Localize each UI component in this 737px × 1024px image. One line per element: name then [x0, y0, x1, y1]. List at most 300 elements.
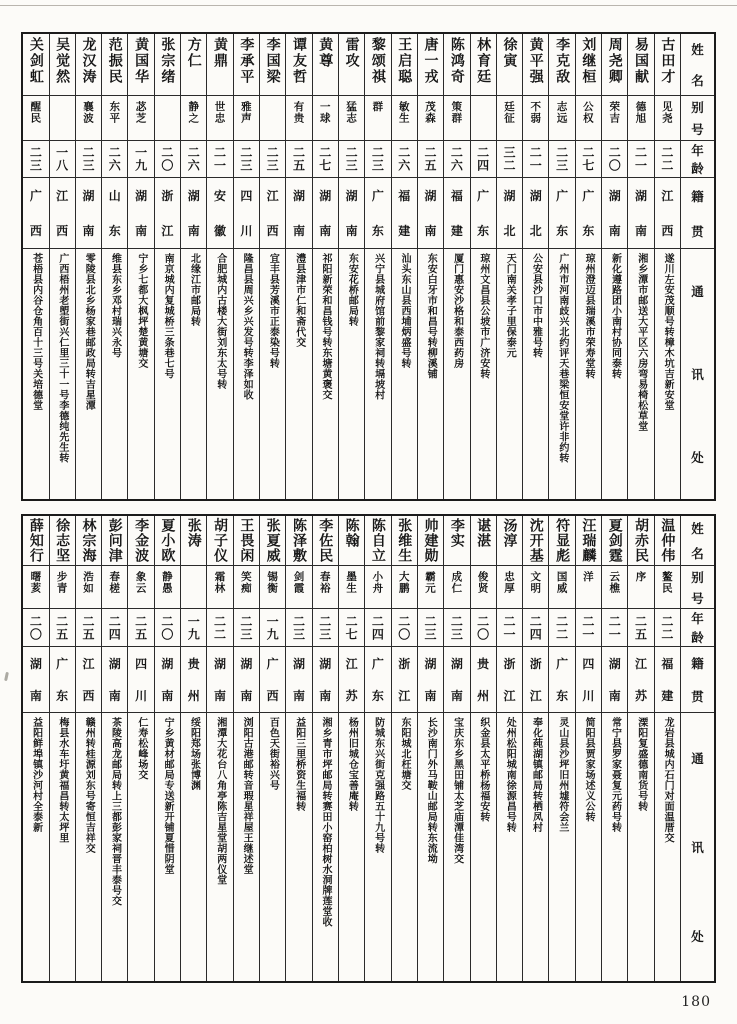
person-column — [575, 516, 601, 981]
name-text: 张宗绪 — [159, 37, 176, 85]
age-text: 二五 — [423, 146, 438, 172]
age-text: 二一 — [580, 614, 595, 641]
name-text: 夏小欧 — [159, 518, 176, 563]
address-cell — [602, 713, 627, 981]
address-text: 隆昌县周兴乡兴发号转李泽如收 — [241, 253, 253, 400]
age-text: 二三 — [238, 146, 253, 172]
native-cell: 湖 南 — [181, 178, 206, 249]
alias-text: 荣吉 — [608, 101, 621, 124]
address-text: 厦门惠安沙格和泰西药房 — [451, 253, 463, 369]
name-text: 彭问津 — [106, 518, 123, 563]
person-column — [233, 516, 259, 981]
age-cell — [365, 141, 390, 178]
name-cell — [628, 516, 653, 566]
address-cell — [286, 713, 311, 981]
person-column — [417, 516, 443, 981]
name-text: 刘继桓 — [580, 37, 597, 85]
name-text: 李实 — [448, 518, 465, 548]
alias-cell — [339, 96, 364, 141]
person-column — [180, 516, 206, 981]
name-text: 范振民 — [106, 37, 123, 85]
name-text: 林宗海 — [80, 518, 97, 563]
native-cell: 广 西 — [260, 647, 285, 713]
age-cell — [392, 609, 417, 647]
age-cell — [313, 141, 338, 178]
alias-text: 德旭 — [634, 101, 647, 124]
address-text: 溧阳复盛德南货号转 — [635, 717, 647, 812]
age-cell — [365, 609, 390, 647]
age-cell — [50, 609, 75, 647]
name-cell — [128, 516, 153, 566]
name-cell — [471, 516, 496, 566]
alias-text: 霜林 — [213, 571, 226, 594]
alias-text: 剑霞 — [292, 571, 305, 594]
native-cell: 广 东 — [365, 178, 390, 249]
alias-text: 一球 — [318, 101, 331, 124]
name-cell — [549, 516, 574, 566]
native-cell: 湖 南 — [155, 647, 180, 713]
age-text: 二六 — [396, 146, 411, 172]
age-text: 二一 — [501, 614, 516, 641]
age-cell — [234, 141, 259, 178]
alias-cell — [207, 566, 232, 609]
address-text: 长沙南门外马鞍山邮局转东流坳 — [425, 717, 437, 864]
native-cell: 广 东 — [576, 178, 601, 249]
native-cell: 江 西 — [76, 647, 101, 713]
age-cell — [628, 609, 653, 647]
age-cell — [76, 609, 101, 647]
address-text: 仁寿松峰场交 — [135, 717, 147, 780]
age-text: 二三 — [554, 146, 569, 172]
address-text: 宜丰县芳溪市正泰染号转 — [267, 253, 279, 369]
address-text: 琼州文昌县公坡市广济安转 — [477, 253, 489, 379]
alias-cell — [76, 96, 101, 141]
address-cell — [50, 713, 75, 981]
address-cell — [576, 249, 601, 499]
native-cell: 贵 州 — [471, 647, 496, 713]
name-cell — [286, 516, 311, 566]
address-cell — [418, 713, 443, 981]
name-cell — [181, 516, 206, 566]
name-cell — [418, 34, 443, 96]
alias-cell — [128, 96, 153, 141]
address-cell — [339, 713, 364, 981]
address-cell — [128, 249, 153, 499]
address-cell — [655, 249, 680, 499]
address-cell — [234, 249, 259, 499]
alias-cell — [50, 566, 75, 609]
name-cell — [234, 34, 259, 96]
address-cell — [628, 249, 653, 499]
roster-table-top — [21, 32, 716, 501]
name-text: 徐寅 — [501, 37, 518, 69]
name-cell — [655, 34, 680, 96]
address-cell — [155, 713, 180, 981]
alias-cell — [655, 96, 680, 141]
address-cell — [23, 713, 48, 981]
alias-cell — [549, 566, 574, 609]
name-text: 周尧卿 — [606, 37, 623, 85]
address-text: 天门南关孝子里保泰元 — [504, 253, 516, 358]
age-cell — [76, 141, 101, 178]
age-text: 二三 — [344, 146, 359, 172]
alias-cell — [155, 566, 180, 609]
header-alias-label: 别 号 — [681, 96, 714, 141]
alias-cell — [23, 566, 48, 609]
person-column — [496, 34, 522, 499]
alias-cell — [576, 96, 601, 141]
native-cell: 湖 南 — [313, 178, 338, 249]
native-cell: 浙 江 — [392, 647, 417, 713]
age-cell — [207, 609, 232, 647]
address-text: 琼州澄迈县瑞溪市荣寿堂转 — [583, 253, 595, 379]
age-text: 二七 — [317, 146, 332, 172]
name-text: 张维生 — [396, 518, 413, 563]
alias-cell — [339, 566, 364, 609]
alias-text: 醒民 — [29, 101, 42, 124]
native-cell: 湖 南 — [418, 178, 443, 249]
address-text: 兴宁县城府馆前黎家祠转塥坡村 — [372, 253, 384, 400]
person-column — [127, 34, 153, 499]
name-cell — [471, 34, 496, 96]
age-cell — [23, 609, 48, 647]
person-column — [364, 516, 390, 981]
name-text: 陈自立 — [369, 518, 386, 563]
alias-text: 鳌民 — [660, 571, 673, 594]
alias-text: 敏生 — [397, 101, 410, 124]
name-cell — [628, 34, 653, 96]
person-column — [627, 34, 653, 499]
alias-cell — [523, 566, 548, 609]
alias-cell — [497, 96, 522, 141]
address-cell — [471, 713, 496, 981]
alias-cell — [365, 96, 390, 141]
native-cell: 湖 南 — [339, 178, 364, 249]
alias-text: 静愚 — [160, 571, 173, 594]
address-cell — [497, 249, 522, 499]
address-text: 东安白牙市和昌号转柳溪铺 — [425, 253, 437, 379]
age-text: 二一 — [607, 614, 622, 641]
person-column — [470, 516, 496, 981]
alias-cell — [102, 96, 127, 141]
address-text: 织金县太平桥杨福安转 — [477, 717, 489, 822]
person-column — [180, 34, 206, 499]
address-cell — [365, 713, 390, 981]
age-cell — [444, 141, 469, 178]
alias-text: 文明 — [529, 571, 542, 594]
alias-text: 洋 — [581, 571, 594, 583]
alias-text: 墨生 — [345, 571, 358, 594]
age-cell — [128, 609, 153, 647]
age-text: 二二 — [659, 614, 674, 641]
person-column — [522, 34, 548, 499]
address-cell — [576, 713, 601, 981]
address-cell — [365, 249, 390, 499]
alias-text: 春裕 — [318, 571, 331, 594]
age-cell — [155, 609, 180, 647]
age-cell — [260, 609, 285, 647]
age-cell — [418, 609, 443, 647]
native-cell: 江 西 — [50, 178, 75, 249]
alias-text: 笑痴 — [239, 571, 252, 594]
name-cell — [497, 34, 522, 96]
person-column — [127, 516, 153, 981]
age-cell — [128, 141, 153, 178]
age-text: 二五 — [80, 614, 95, 641]
age-cell — [418, 141, 443, 178]
address-text: 梅县水车圩黄福昌转太坪里 — [56, 717, 68, 843]
person-column — [49, 516, 75, 981]
alias-text: 不弱 — [529, 101, 542, 124]
age-text: 一九 — [186, 614, 201, 641]
person-column — [233, 34, 259, 499]
native-cell: 广 东 — [549, 178, 574, 249]
name-cell — [523, 34, 548, 96]
alias-cell — [471, 96, 496, 141]
native-cell: 福 建 — [655, 647, 680, 713]
name-cell — [181, 34, 206, 96]
native-cell: 广 西 — [23, 178, 48, 249]
native-cell: 湖 南 — [128, 178, 153, 249]
person-column — [259, 34, 285, 499]
alias-cell — [497, 566, 522, 609]
address-text: 奉化莼湖镇邮局转栖凤村 — [530, 717, 542, 833]
address-text: 苍梧县内谷仓角百十三号关培德堂 — [30, 253, 42, 411]
address-cell — [102, 249, 127, 499]
name-cell — [444, 516, 469, 566]
native-cell: 浙 江 — [497, 647, 522, 713]
name-cell — [260, 34, 285, 96]
name-cell — [207, 516, 232, 566]
name-text: 汪瑞麟 — [580, 518, 597, 563]
native-cell: 湖 南 — [602, 647, 627, 713]
scan-artifact-mark — [4, 672, 9, 681]
alias-text: 静之 — [187, 101, 200, 124]
alias-cell — [260, 566, 285, 609]
person-column — [496, 516, 522, 981]
age-cell — [602, 609, 627, 647]
address-cell — [497, 713, 522, 981]
name-cell — [23, 34, 48, 96]
age-cell — [286, 609, 311, 647]
person-column — [443, 516, 469, 981]
age-cell — [628, 141, 653, 178]
age-text: 二一 — [633, 146, 648, 172]
name-text: 黎颂祺 — [369, 37, 386, 85]
name-text: 李佐民 — [317, 518, 334, 563]
person-column — [101, 34, 127, 499]
header-name-label: 姓 名 — [681, 34, 714, 96]
name-cell — [339, 516, 364, 566]
name-text: 帅建勋 — [422, 518, 439, 563]
alias-cell — [50, 96, 75, 141]
name-text: 李金波 — [133, 518, 150, 563]
name-text: 张夏威 — [264, 518, 281, 563]
name-text: 古田才 — [659, 37, 676, 85]
name-text: 王畏闲 — [238, 518, 255, 563]
name-text: 谭友哲 — [290, 37, 307, 85]
age-text: 二二 — [554, 614, 569, 641]
address-cell — [181, 713, 206, 981]
address-cell — [444, 249, 469, 499]
name-cell — [313, 516, 338, 566]
name-text: 龙汉涛 — [80, 37, 97, 85]
native-cell: 山 东 — [102, 178, 127, 249]
address-cell — [549, 713, 574, 981]
alias-cell — [655, 566, 680, 609]
alias-cell — [181, 96, 206, 141]
address-cell — [50, 249, 75, 499]
age-cell — [339, 609, 364, 647]
address-cell — [444, 713, 469, 981]
alias-text: 猛志 — [345, 101, 358, 124]
age-cell — [155, 141, 180, 178]
age-text: 二三 — [28, 146, 43, 172]
age-text: 二〇 — [475, 614, 490, 641]
age-cell — [339, 141, 364, 178]
alias-text: 序 — [634, 571, 647, 583]
alias-text: 公权 — [581, 101, 594, 124]
age-text: 二三 — [317, 614, 332, 641]
alias-text: 雅声 — [239, 101, 252, 124]
age-cell — [523, 609, 548, 647]
person-column — [654, 34, 680, 499]
name-cell — [76, 34, 101, 96]
header-age-label: 年 龄 — [681, 609, 714, 647]
age-cell — [234, 609, 259, 647]
name-text: 徐志坚 — [54, 518, 71, 563]
name-text: 关剑虹 — [27, 37, 44, 85]
address-text: 北缘江市邮局转 — [188, 253, 200, 327]
name-cell — [102, 516, 127, 566]
address-text: 常宁县罗家聂复元药号转 — [609, 717, 621, 833]
alias-text: 步青 — [55, 571, 68, 594]
age-text: 二五 — [291, 146, 306, 172]
name-text: 吴觉然 — [54, 37, 71, 85]
person-column — [391, 516, 417, 981]
alias-cell — [102, 566, 127, 609]
person-column — [338, 516, 364, 981]
name-cell — [602, 34, 627, 96]
name-cell — [76, 516, 101, 566]
person-column — [627, 516, 653, 981]
address-text: 湘乡潭市邮送大平区六房弯易椅松草堂 — [635, 253, 647, 432]
age-cell — [471, 141, 496, 178]
alias-text: 苾芝 — [134, 101, 147, 124]
person-column — [23, 34, 48, 499]
native-cell: 湖 南 — [286, 647, 311, 713]
age-text: 二三 — [370, 146, 385, 172]
address-text: 百色天街裕兴号 — [267, 717, 279, 791]
address-text: 湘乡青市坪邮局转赛田小窑柏树水洞牌莲堂收 — [320, 717, 332, 927]
age-text: 二三 — [449, 614, 464, 641]
age-text: 一九 — [265, 614, 280, 641]
address-text: 南京城内复城桥三条巷七号 — [162, 253, 174, 379]
address-cell — [23, 249, 48, 499]
name-cell — [444, 34, 469, 96]
alias-cell — [181, 566, 206, 609]
name-cell — [155, 34, 180, 96]
age-text: 二三 — [265, 146, 280, 172]
name-text: 易国献 — [633, 37, 650, 85]
address-cell — [471, 249, 496, 499]
age-cell — [549, 609, 574, 647]
person-column — [49, 34, 75, 499]
name-text: 王启聪 — [396, 37, 413, 85]
alias-cell — [602, 566, 627, 609]
header-address-label: 通 讯 处 — [681, 713, 714, 981]
age-text: 二三 — [238, 614, 253, 641]
age-text: 三二 — [501, 146, 516, 172]
alias-cell — [392, 96, 417, 141]
name-text: 陈泽敷 — [290, 518, 307, 563]
person-column — [654, 516, 680, 981]
age-text: 二四 — [107, 614, 122, 641]
name-cell — [576, 516, 601, 566]
address-text: 零陵县北乡杨家巷邮政局转吉星潭 — [83, 253, 95, 411]
address-text: 浏阳古港邮转音瑕星祥屋王继述堂 — [241, 717, 253, 875]
alias-cell — [602, 96, 627, 141]
native-cell: 湖 南 — [76, 178, 101, 249]
address-text: 新化遵路团小南村协同泰转 — [609, 253, 621, 379]
name-cell — [523, 516, 548, 566]
header-age-label: 年 龄 — [681, 141, 714, 178]
address-cell — [339, 249, 364, 499]
alias-cell — [23, 96, 48, 141]
alias-cell — [155, 96, 180, 141]
native-cell: 江 苏 — [628, 647, 653, 713]
alias-text: 茂森 — [424, 101, 437, 124]
alias-cell — [76, 566, 101, 609]
age-text: 二六 — [107, 146, 122, 172]
native-cell: 湖 南 — [234, 647, 259, 713]
name-cell — [392, 516, 417, 566]
address-text: 遂川左安茂顺号转樟木坑吉新安堂 — [662, 253, 674, 411]
alias-text: 成仁 — [450, 571, 463, 594]
alias-text: 霸元 — [424, 571, 437, 594]
name-text: 张涛 — [185, 518, 202, 548]
name-cell — [576, 34, 601, 96]
age-cell — [655, 141, 680, 178]
address-cell — [207, 713, 232, 981]
name-text: 李承平 — [238, 37, 255, 85]
alias-cell — [392, 566, 417, 609]
person-column — [285, 516, 311, 981]
address-text: 维县东乡邓村瑞兴永号 — [109, 253, 121, 358]
address-text: 东安花桥邮局转 — [346, 253, 358, 327]
address-text: 合肥城内古楼大街刘东太号转 — [214, 253, 226, 390]
address-cell — [655, 713, 680, 981]
address-text: 广州市河南歧兴北约评天巷梁恒安堂许非约转 — [556, 253, 568, 463]
person-column — [312, 516, 338, 981]
age-text: 一九 — [133, 146, 148, 172]
name-text: 汤淳 — [501, 518, 518, 548]
name-text: 黄鼎 — [212, 37, 229, 69]
address-cell — [628, 713, 653, 981]
person-column — [312, 34, 338, 499]
name-text: 陈翰 — [343, 518, 360, 548]
native-cell: 安 徽 — [207, 178, 232, 249]
native-cell: 福 建 — [444, 178, 469, 249]
age-text: 二二 — [212, 614, 227, 641]
name-text: 胡子仪 — [212, 518, 229, 563]
address-text: 澧县津市仁和斋代交 — [293, 253, 305, 348]
native-cell: 浙 江 — [523, 647, 548, 713]
name-cell — [365, 34, 390, 96]
address-cell — [155, 249, 180, 499]
address-text: 宁乡黄材邮局专送新开铺夏惜阴堂 — [162, 717, 174, 875]
address-cell — [313, 713, 338, 981]
